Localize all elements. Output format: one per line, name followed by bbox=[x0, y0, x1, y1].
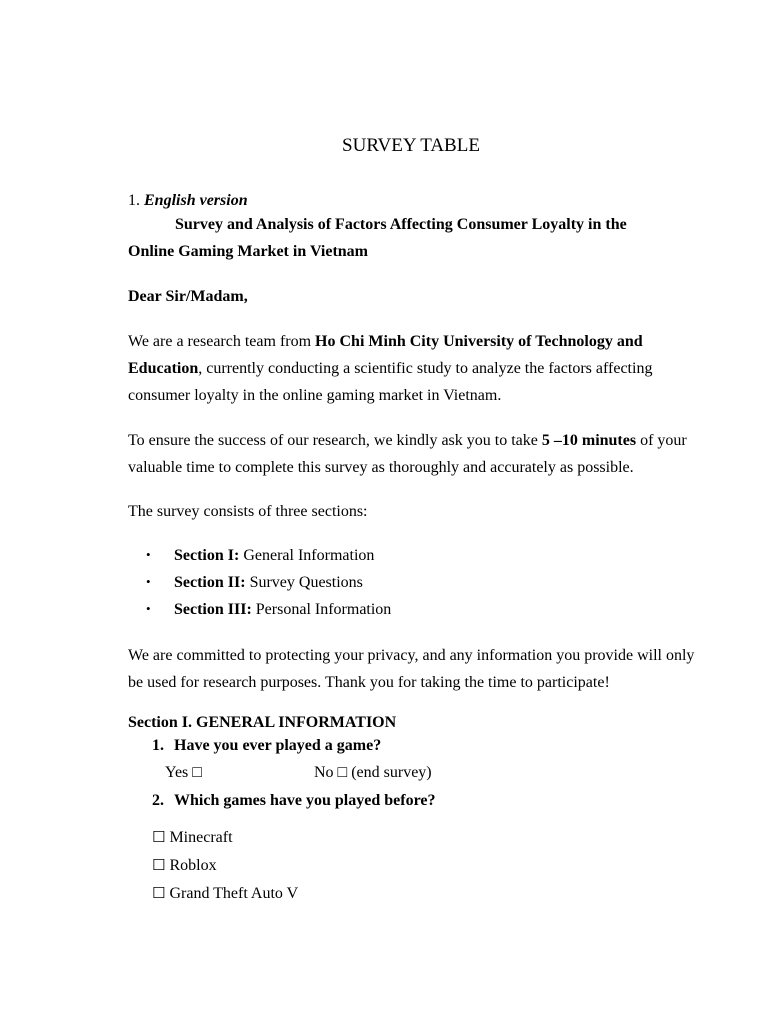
question-text: Which games have you played before? bbox=[174, 792, 436, 809]
greeting: Dear Sir/Madam, bbox=[128, 288, 248, 305]
question-2 bbox=[152, 792, 435, 810]
intro-p2-text-c: of your valuable time to complete this survey as thoroughly and accurately as possible. bbox=[128, 432, 687, 476]
sections-intro: The survey consists of three sections: bbox=[128, 503, 368, 520]
section-description: Survey Questions bbox=[245, 574, 363, 591]
intro-p1-text-c: , currently conducting a scientific study to analyze the factors affecting consumer loyalty in the online gaming market in Vietnam. bbox=[128, 360, 653, 404]
bullet-icon: • bbox=[146, 547, 151, 562]
section-label: Section III: bbox=[174, 601, 252, 618]
section-1-heading: Section I. GENERAL INFORMATION bbox=[128, 714, 397, 731]
version-label: English version bbox=[144, 192, 248, 209]
game-option-gta-v[interactable] bbox=[152, 884, 298, 903]
study-title-line-1: Survey and Analysis of Factors Affecting Consumer Loyalty in the bbox=[175, 216, 627, 233]
intro-p1-text-a: We are a research team from bbox=[128, 333, 316, 350]
option-label: Grand Theft Auto V bbox=[165, 885, 299, 902]
game-option-roblox[interactable] bbox=[152, 856, 217, 875]
option-label: Roblox bbox=[165, 857, 217, 874]
game-option-minecraft[interactable] bbox=[152, 828, 233, 847]
version-number: 1. bbox=[128, 192, 140, 209]
checkbox-icon[interactable]: ☐ bbox=[152, 856, 166, 874]
version-heading bbox=[128, 192, 248, 210]
duration-text: 5 –10 minutes bbox=[541, 432, 637, 449]
checkbox-icon[interactable]: ☐ bbox=[152, 884, 166, 902]
section-label: Section II: bbox=[174, 574, 246, 591]
university-name: Ho Chi Minh City University of Technology and Education bbox=[128, 333, 643, 377]
bullet-icon: • bbox=[146, 574, 151, 589]
question-1 bbox=[152, 737, 381, 755]
page-title: SURVEY TABLE bbox=[342, 135, 480, 156]
q1-no-option[interactable]: No □ (end survey) bbox=[314, 764, 432, 781]
checkbox-icon[interactable]: ☐ bbox=[152, 828, 166, 846]
bullet-icon: • bbox=[146, 601, 151, 616]
intro-paragraph-2 bbox=[128, 427, 708, 481]
study-title-line-2: Online Gaming Market in Vietnam bbox=[128, 243, 368, 260]
option-label: Minecraft bbox=[165, 829, 233, 846]
privacy-paragraph: We are committed to protecting your privacy, and any information you provide will only be used for research purposes. Thank you for taking the time to participate! bbox=[128, 647, 695, 691]
question-text: Have you ever played a game? bbox=[174, 737, 382, 754]
section-description: Personal Information bbox=[251, 601, 392, 618]
question-number: 1. bbox=[152, 737, 164, 754]
section-description: General Information bbox=[239, 547, 375, 564]
section-label: Section I: bbox=[174, 547, 240, 564]
q1-yes-option[interactable]: Yes □ bbox=[165, 764, 202, 781]
intro-paragraph-1 bbox=[128, 328, 708, 409]
intro-p2-text-a: To ensure the success of our research, we kindly ask you to take bbox=[128, 432, 542, 449]
question-number: 2. bbox=[152, 792, 164, 809]
